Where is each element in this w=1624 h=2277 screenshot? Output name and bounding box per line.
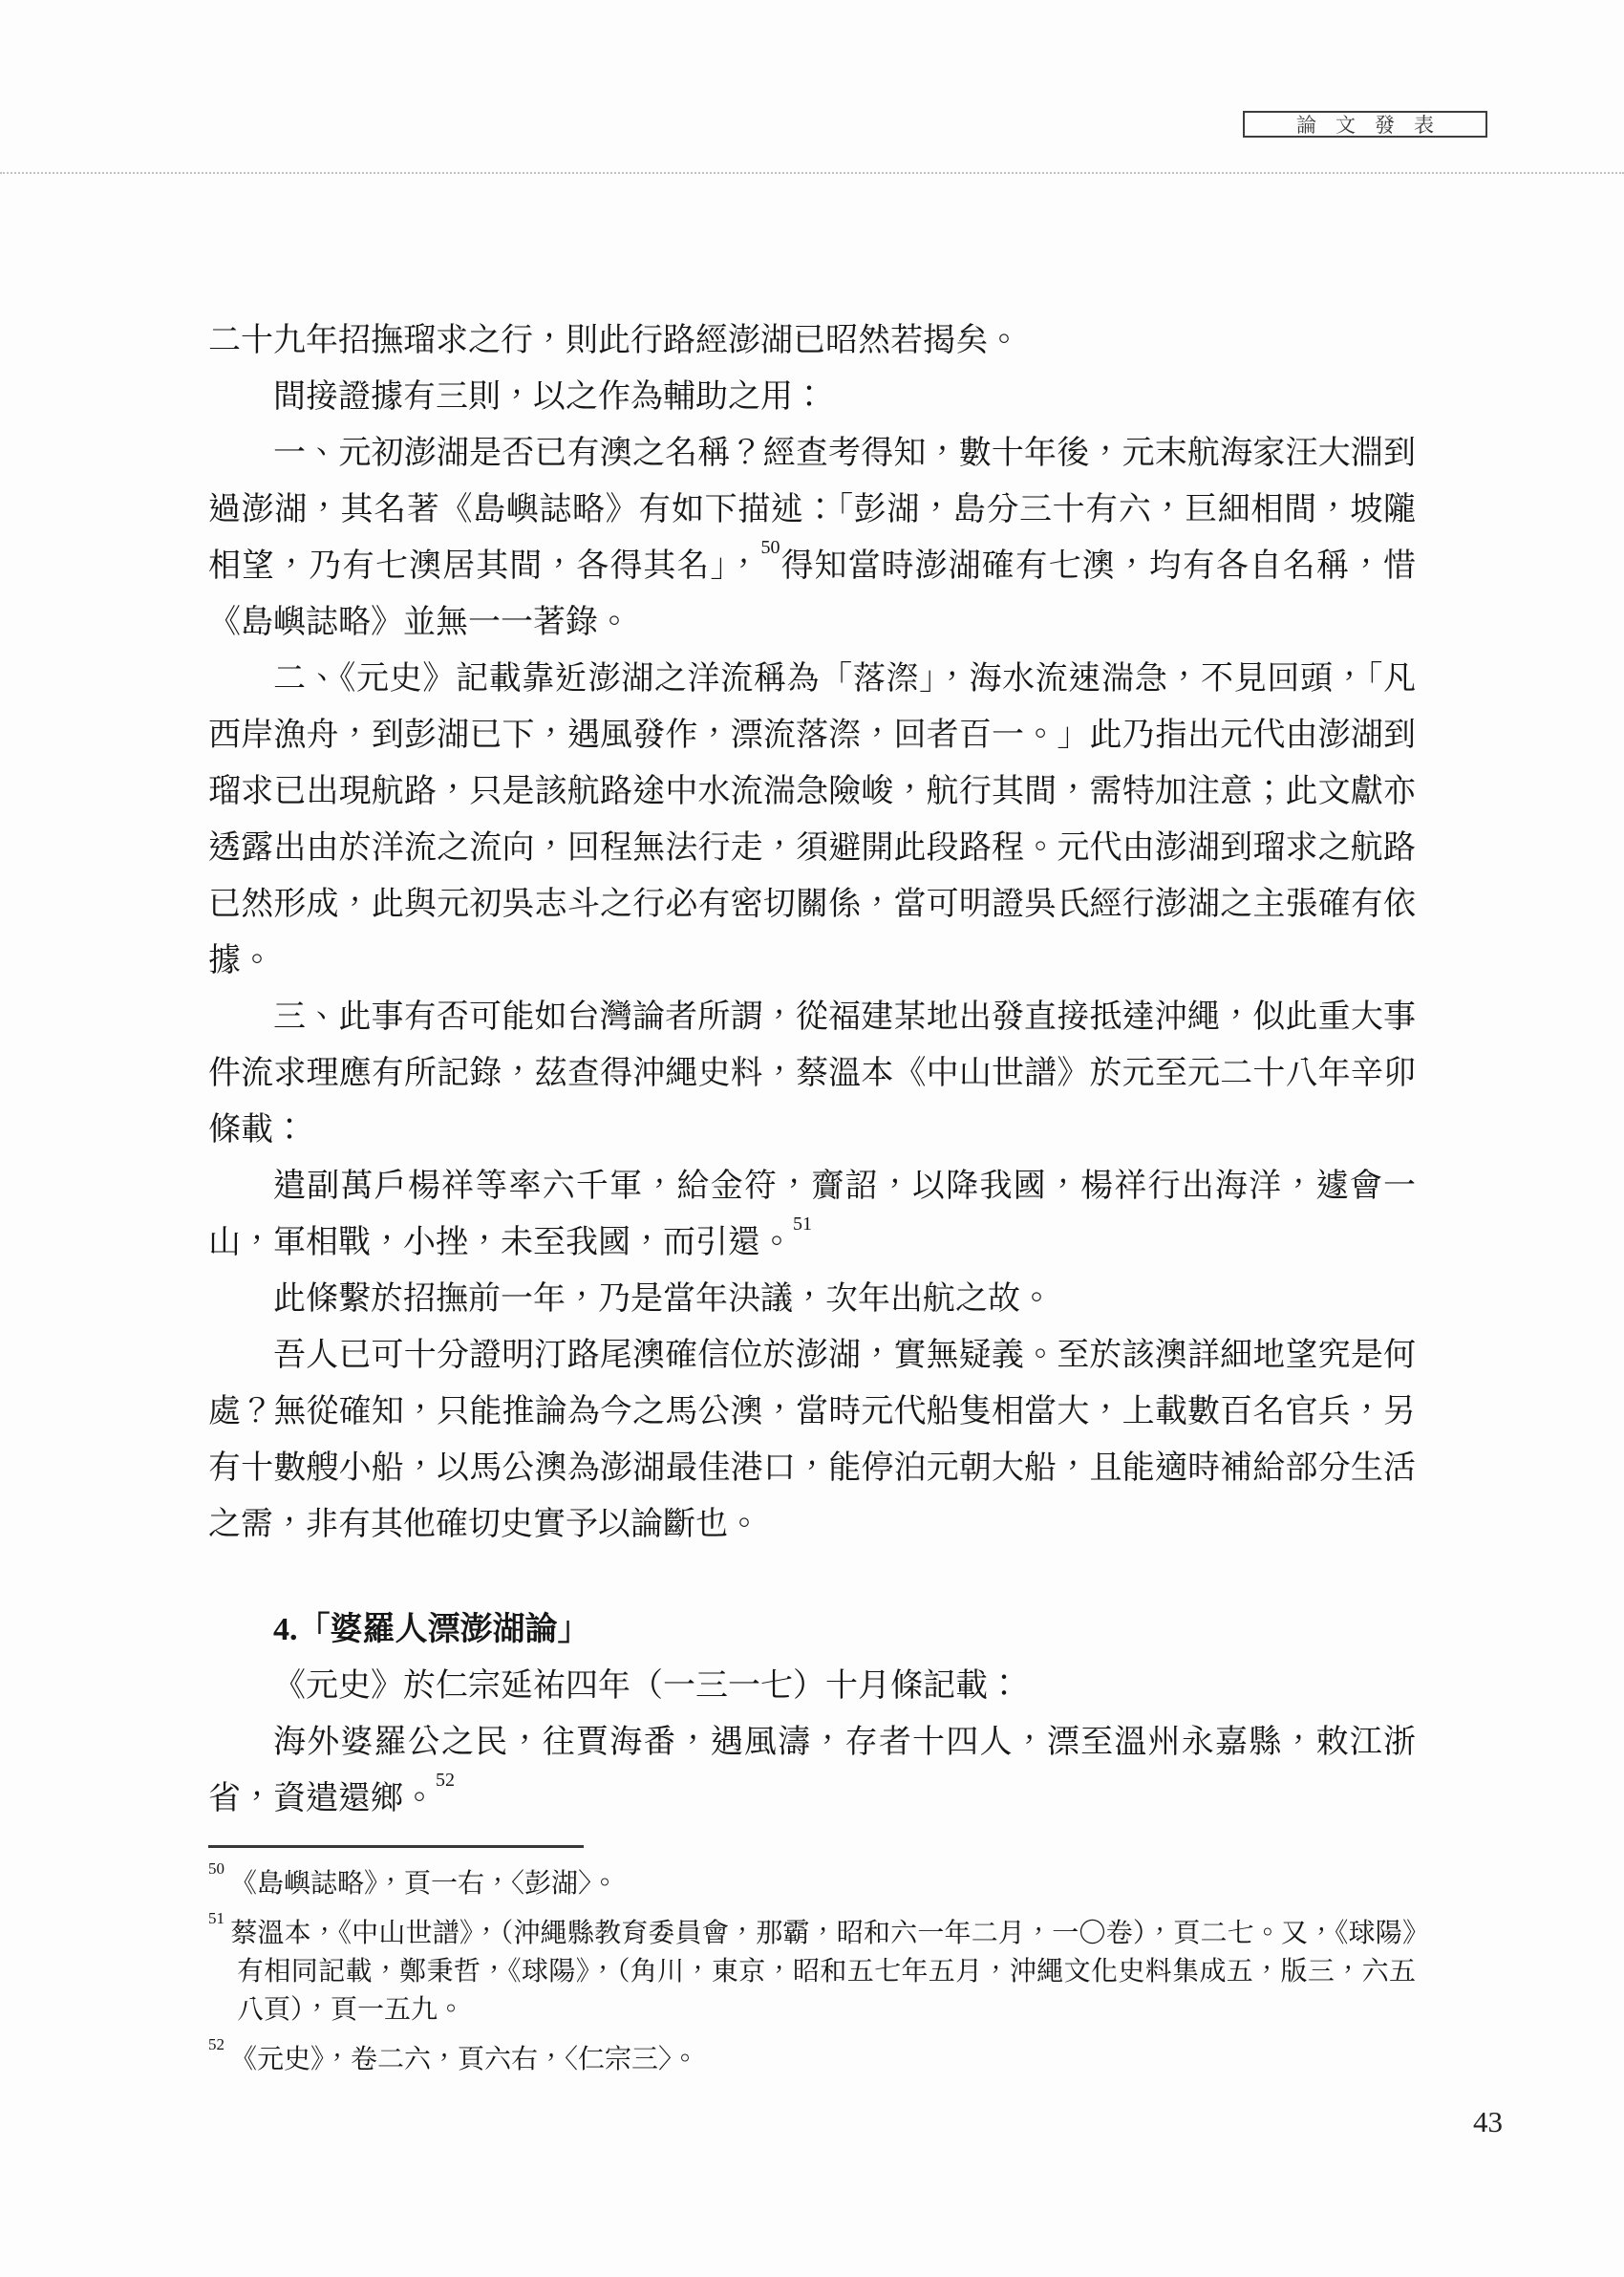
footnote-ref: 52 (436, 1769, 455, 1791)
page-number: 43 (1473, 2105, 1503, 2138)
section-heading: 4.「婆羅人漂澎湖論」 (273, 1612, 590, 1647)
paragraph: 吾人已可十分證明汀路尾澳確信位於澎湖，實無疑義。至於該澳詳細地望究是何處？無從確知，只能推論為今之馬公澳，當時元代船隻相當大，上載數百名官兵，另有十數艘小船，以馬公澳為澎湖最佳港口，能停泊元朝大船，且能適時補給部分生活之需，非有其他確切史實予以論斷也。 (208, 1338, 1416, 1542)
paragraph: 三、此事有否可能如台灣論者所謂，從福建某地出發直接抵達沖繩，似此重大事件流求理應有所記錄，茲查得沖繩史料，蔡溫本《中山世譜》於元至元二十八年辛卯條載： (208, 999, 1416, 1148)
paragraph: 間接證據有三則，以之作為輔助之用： (273, 379, 825, 415)
paragraph: 此條繫於招撫前一年，乃是當年決議，次年出航之故。 (273, 1281, 1053, 1317)
footnote-item: $^{51}$蔡溫本，《中山世譜》，（沖繩縣教育委員會，那霸，昭和六一年二月，一〇卷），頁二七。又，《球陽》有相同記載，鄭秉哲，《球陽》，（角川，東京，昭和五七年五月，沖繩文化史料集成五，版三，六五八頁），頁一五九。 (208, 1908, 1416, 2025)
footnote-number: 51 (208, 1908, 224, 1927)
paragraph: 二、《元史》記載靠近澎湖之洋流稱為「落漈」，海水流速湍急，不見回頭，「凡西岸漁舟，到彭湖已下，遇風發作，漂流落漈，回者百一。」此乃指出元代由澎湖到瑠求已出現航路，只是該航路途中水流湍急險峻，航行其間，需特加注意；此文獻亦透露出由於洋流之流向，回程無法行走，須避開此段路程。元代由澎湖到瑠求之航路已然形成，此與元初吳志斗之行必有密切關係，當可明證吳氏經行澎湖之主張確有依據。 (208, 661, 1416, 978)
footnote-item: $^{52}$《元史》，卷二六，頁六右，〈仁宗三〉。 (208, 2034, 699, 2074)
header-label-box (1243, 111, 1487, 138)
header-dotted-divider (0, 172, 1624, 174)
paragraph: 遣副萬戶楊祥等率六千軍，給金符，齎詔，以降我國，楊祥行出海洋，遽會一山，軍相戰，小挫，未至我國，而引還。$^{51}$ (208, 1169, 1416, 1260)
paragraph: 二十九年招撫瑠求之行，則此行路經澎湖已昭然若揭矣。 (208, 323, 1020, 358)
paragraph: 一、元初澎湖是否已有澳之名稱？經查考得知，數十年後，元末航海家汪大淵到過澎湖，其名著《島嶼誌略》有如下描述：「彭湖，島分三十有六，巨細相間，坡隴相望，乃有七澳居其間，各得其名」，$^{50}$得知當時澎湖確有七澳，均有各自名稱，惜《島嶼誌略》並無一一著錄。 (208, 436, 1417, 640)
paragraph: 《元史》於仁宗延祐四年（一三一七）十月條記載： (273, 1668, 1020, 1704)
footnote-ref: 51 (793, 1213, 812, 1235)
footnote-item: $^{50}$《島嶼誌略》，頁一右，〈彭湖〉。 (208, 1858, 619, 1899)
footnotes-section (208, 1858, 1416, 2091)
paragraph: 海外婆羅公之民，往賈海番，遇風濤，存者十四人，漂至溫州永嘉縣，敕江浙省，資遣還鄉。$^{52}$ (208, 1725, 1416, 1816)
footnote-number: 52 (208, 2034, 224, 2053)
footnote-ref: 50 (760, 536, 780, 558)
header-label: 論文發表 (1296, 114, 1453, 137)
footnote-divider (208, 1845, 584, 1848)
article-body (208, 312, 1416, 1827)
footnote-number: 50 (208, 1858, 224, 1878)
